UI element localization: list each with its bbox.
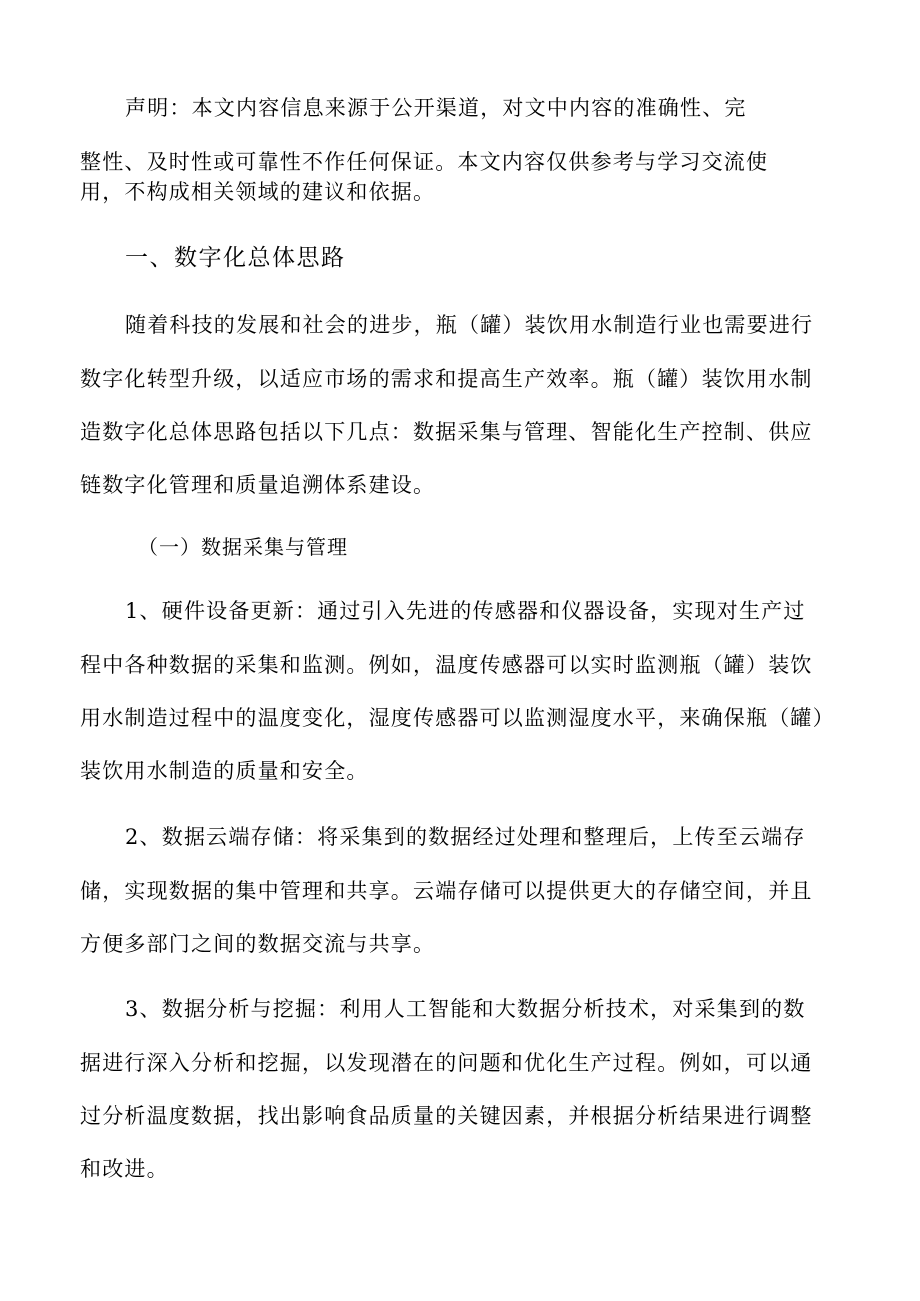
- disclaimer-line-3: 用，不构成相关领域的建议和依据。: [80, 180, 436, 204]
- item-2-line-3: 方便多部门之间的数据交流与共享。: [80, 932, 436, 956]
- item-2-line-2: 储，实现数据的集中管理和共享。云端存储可以提供更大的存储空间，并且: [80, 879, 813, 903]
- item-1-line-4: 装饮用水制造的质量和安全。: [80, 759, 369, 783]
- section-heading: 一、数字化总体思路: [125, 245, 346, 271]
- intro-line-1: 随着科技的发展和社会的进步，瓶（罐）装饮用水制造行业也需要进行: [125, 313, 814, 337]
- intro-line-2: 数字化转型升级，以适应市场的需求和提高生产效率。瓶（罐）装饮用水制: [80, 367, 813, 391]
- item-1-line-2: 程中各种数据的采集和监测。例如，温度传感器可以实时监测瓶（罐）装饮: [80, 653, 813, 677]
- disclaimer-line-2: 整性、及时性或可靠性不作任何保证。本文内容仅供参考与学习交流使: [80, 150, 769, 174]
- item-3-line-2: 据进行深入分析和挖掘，以发现潜在的问题和优化生产过程。例如，可以通: [80, 1051, 813, 1075]
- subsection-heading: （一）数据采集与管理: [138, 535, 348, 559]
- disclaimer-line-1: 声明：本文内容信息来源于公开渠道，对文中内容的准确性、完: [125, 96, 747, 120]
- item-2-line-1: 2、数据云端存储：将采集到的数据经过处理和整理后，上传至云端存: [125, 825, 806, 849]
- item-1-line-1: 1、硬件设备更新：通过引入先进的传感器和仪器设备，实现对生产过: [125, 599, 806, 623]
- item-3-line-3: 过分析温度数据，找出影响食品质量的关键因素，并根据分析结果进行调整: [80, 1104, 813, 1128]
- item-1-line-3: 用水制造过程中的温度变化，湿度传感器可以监测湿度水平，来确保瓶（罐）: [80, 706, 835, 730]
- item-3-line-4: 和改进。: [80, 1157, 169, 1181]
- intro-line-3: 造数字化总体思路包括以下几点：数据采集与管理、智能化生产控制、供应: [80, 420, 813, 444]
- intro-line-4: 链数字化管理和质量追溯体系建设。: [80, 473, 436, 497]
- item-3-line-1: 3、数据分析与挖掘：利用人工智能和大数据分析技术，对采集到的数: [125, 997, 806, 1021]
